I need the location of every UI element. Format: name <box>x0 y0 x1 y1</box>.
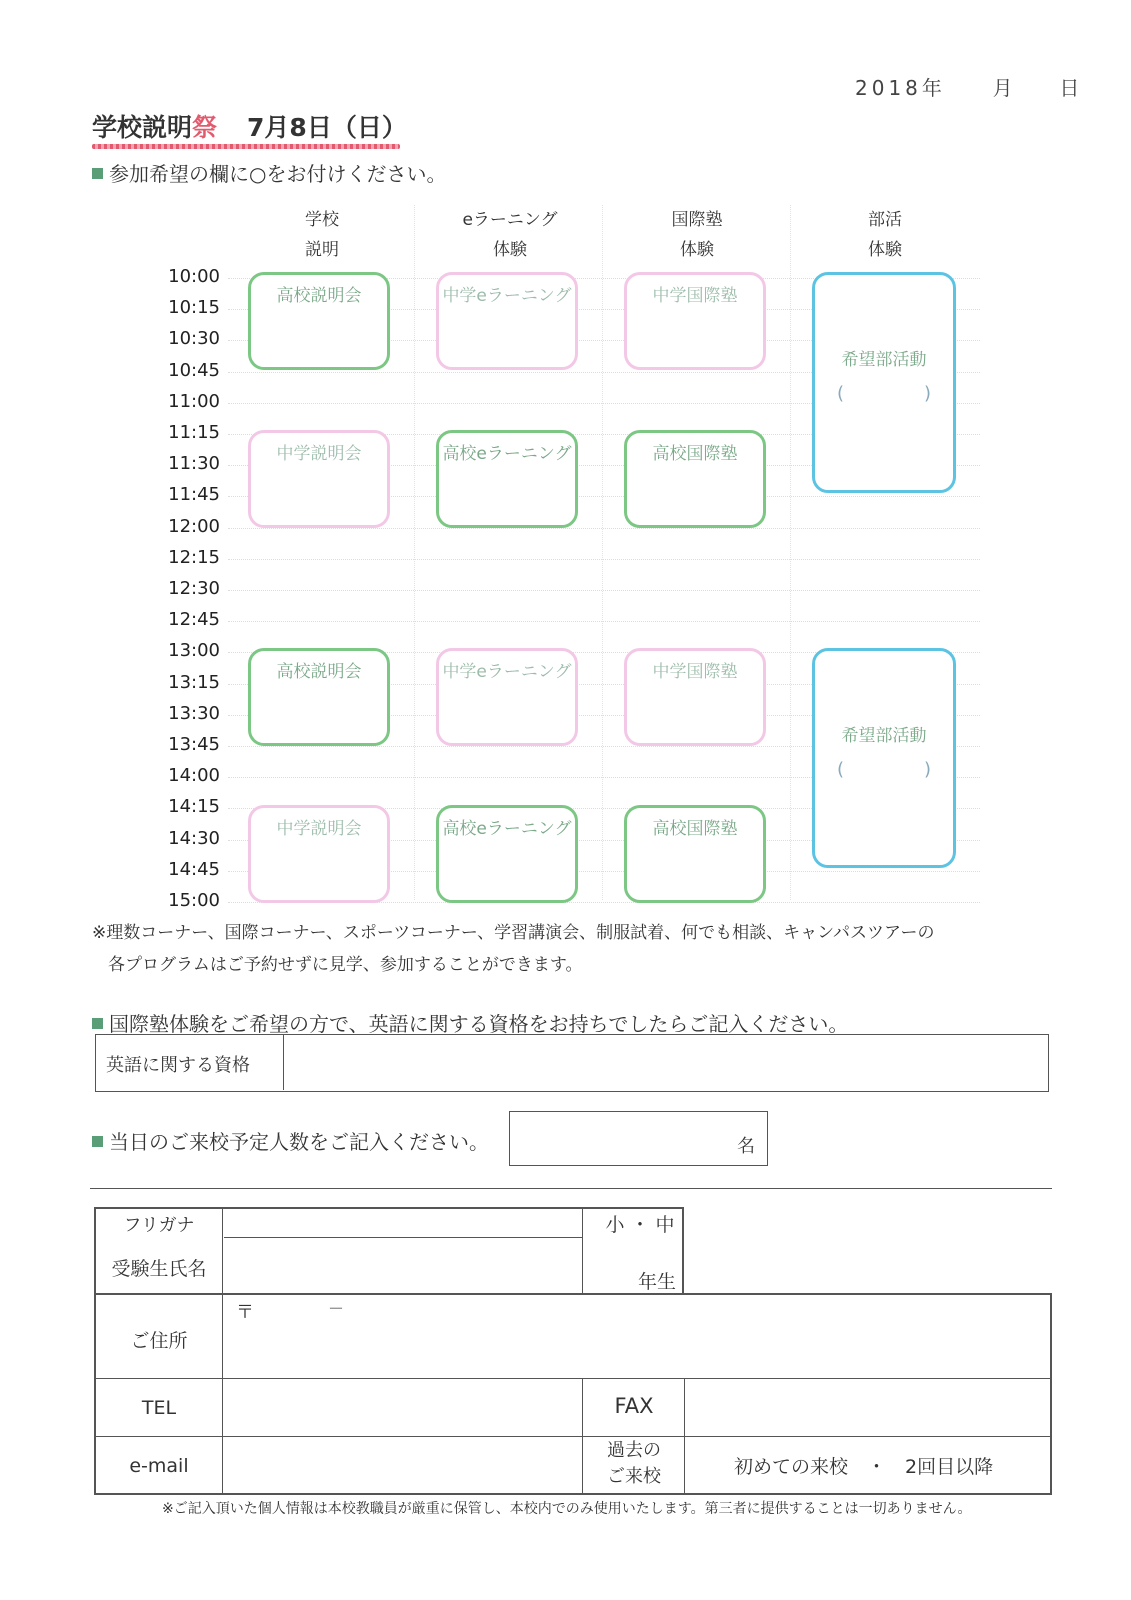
email-label: e-mail <box>129 1455 189 1477</box>
qualification-label: 英語に関する資格 <box>96 1035 284 1090</box>
student-name-input[interactable] <box>226 1240 580 1292</box>
col-line2: 体験 <box>493 240 527 260</box>
grade-divider <box>582 1207 583 1295</box>
col-line2: 体験 <box>680 240 714 260</box>
address-divider <box>94 1378 1052 1379</box>
fax-label: FAX <box>614 1394 654 1418</box>
box-label: 高校国際塾 <box>652 444 738 464</box>
past-visit-line1: 過去の <box>607 1440 661 1461</box>
col-line2: 体験 <box>868 240 902 260</box>
grid-hline <box>228 559 980 560</box>
time-label: 10:00 <box>168 266 220 287</box>
option-high-elearning-am2[interactable] <box>436 430 578 528</box>
option-club-am[interactable] <box>812 272 956 493</box>
time-label: 14:45 <box>168 858 220 880</box>
time-label: 10:15 <box>168 297 220 319</box>
program-note-line2: 各プログラムはご予約せずに見学、参加することができます。 <box>108 955 583 975</box>
furigana-label: フリガナ <box>123 1215 195 1236</box>
option-high-kokusai-pm2[interactable] <box>624 805 766 903</box>
box-label: 高校eラーニング <box>442 444 572 464</box>
past-visit-label <box>584 1438 684 1490</box>
grade-label: 年生 <box>637 1271 676 1293</box>
time-label: 11:45 <box>168 484 220 506</box>
section-heading-visitor-count <box>92 1126 489 1155</box>
title-underline <box>92 144 400 149</box>
date-year: 2018年 <box>855 76 946 100</box>
tel-label: TEL <box>141 1397 177 1419</box>
section-heading-qualification <box>92 1008 848 1037</box>
option-high-school-briefing-am1[interactable] <box>248 272 390 370</box>
option-junior-kokusai-pm1[interactable] <box>624 648 766 746</box>
time-label: 13:45 <box>168 734 220 755</box>
address-input[interactable] <box>226 1296 1048 1376</box>
time-label: 13:00 <box>168 640 220 662</box>
time-label: 12:30 <box>168 578 220 599</box>
name-label-divider <box>222 1207 223 1295</box>
box-label: 中学国際塾 <box>652 662 738 682</box>
title-main: 学校説明 <box>92 113 193 142</box>
box-label: 中学eラーニング <box>442 286 572 306</box>
program-note-line1: ※理数コーナー、国際コーナー、スポーツコーナー、学習講演会、制服試着、何でも相談、キャンパスツアーの <box>92 923 935 943</box>
past-visit-line2: ご来校 <box>607 1466 661 1487</box>
date-line <box>855 72 1083 101</box>
qualification-input[interactable] <box>286 1035 1046 1090</box>
paren-close: ) <box>923 383 931 404</box>
col-line1: eラーニング <box>462 210 558 230</box>
option-junior-briefing-am2[interactable] <box>248 430 390 528</box>
time-label: 13:30 <box>168 702 220 724</box>
email-input[interactable] <box>226 1439 580 1491</box>
box-label: 中学eラーニング <box>442 662 572 682</box>
furigana-divider <box>224 1237 582 1238</box>
title-date: 7月8日（日） <box>247 113 407 142</box>
box-label: 中学説明会 <box>276 444 362 464</box>
option-high-kokusai-am2[interactable] <box>624 430 766 528</box>
tel-divider <box>94 1436 1052 1437</box>
postal-mark: 〒 <box>236 1302 254 1323</box>
box-label: 高校説明会 <box>276 662 362 682</box>
section-heading-attendance <box>92 158 446 187</box>
fax-label-divider-left <box>582 1378 583 1493</box>
option-junior-kokusai-am1[interactable] <box>624 272 766 370</box>
postal-dash: － <box>328 1299 345 1318</box>
square-bullet-icon <box>92 168 103 179</box>
box-label: 希望部活動 <box>841 726 927 746</box>
box-label: 希望部活動 <box>841 350 927 370</box>
option-club-pm[interactable] <box>812 648 956 868</box>
time-label: 10:45 <box>168 359 220 381</box>
divider <box>90 1188 1052 1189</box>
date-day: 日 <box>1059 76 1084 100</box>
paren-close: ) <box>923 759 931 780</box>
time-label: 12:15 <box>168 546 220 568</box>
option-high-elearning-pm2[interactable] <box>436 805 578 903</box>
time-label: 14:30 <box>168 827 220 849</box>
box-label: 高校国際塾 <box>652 819 738 839</box>
box-label: 中学説明会 <box>276 819 362 839</box>
option-junior-briefing-pm2[interactable] <box>248 805 390 903</box>
date-month: 月 <box>992 76 1017 100</box>
privacy-note: ※ご記入頂いた個人情報は本校教職員が厳重に保管し、本校内でのみ使用いたします。第三者に提供することは一切ありません。 <box>162 1501 972 1517</box>
paren-open: ( <box>837 383 845 404</box>
time-label: 12:00 <box>168 515 220 537</box>
col-line1: 国際塾 <box>671 210 723 230</box>
fax-input[interactable] <box>688 1381 1048 1434</box>
time-label: 10:30 <box>168 328 220 350</box>
box-label: 中学国際塾 <box>652 286 738 306</box>
col-line1: 学校 <box>305 210 339 230</box>
option-high-school-briefing-pm1[interactable] <box>248 648 390 746</box>
section-text: 当日のご来校予定人数をご記入ください。 <box>109 1130 489 1154</box>
option-junior-elearning-am1[interactable] <box>436 272 578 370</box>
col-line2: 説明 <box>305 240 339 260</box>
student-name-label: 受験生氏名 <box>111 1258 207 1280</box>
title-accent: 祭 <box>192 113 218 142</box>
square-bullet-icon <box>92 1136 103 1147</box>
time-label: 11:15 <box>168 422 220 443</box>
time-label: 12:45 <box>168 609 220 631</box>
fax-label-divider-right <box>684 1378 685 1493</box>
school-type-choice[interactable]: 小 ・ 中 <box>605 1214 675 1236</box>
furigana-input[interactable] <box>226 1209 580 1236</box>
col-line1: 部活 <box>868 210 902 230</box>
time-label: 11:30 <box>168 453 220 475</box>
time-label: 11:00 <box>168 390 220 412</box>
time-label: 13:15 <box>168 671 220 693</box>
page-title <box>92 108 407 144</box>
box-label: 高校説明会 <box>276 286 362 306</box>
tel-input[interactable] <box>226 1381 580 1434</box>
time-label: 14:00 <box>168 765 220 787</box>
qualification-row <box>95 1034 1049 1092</box>
time-label: 14:15 <box>168 796 220 818</box>
address-label: ご住所 <box>130 1330 188 1352</box>
box-label: 高校eラーニング <box>442 819 572 839</box>
section-text: 国際塾体験をご希望の方で、英語に関する資格をお持ちでしたらご記入ください。 <box>109 1012 849 1036</box>
paren-open: ( <box>837 759 845 780</box>
grid-hline <box>228 621 980 622</box>
grid-hline <box>228 590 980 591</box>
section-text: 参加希望の欄に○をお付けください。 <box>109 162 447 186</box>
square-bullet-icon <box>92 1018 103 1029</box>
contact-label-divider <box>222 1295 223 1493</box>
visit-options[interactable]: 初めての来校 ・ 2回目以降 <box>734 1456 994 1478</box>
visitor-count-input[interactable] <box>509 1111 768 1166</box>
count-unit: 名 <box>737 1136 755 1157</box>
option-junior-elearning-pm1[interactable] <box>436 648 578 746</box>
time-label: 15:00 <box>168 890 220 911</box>
